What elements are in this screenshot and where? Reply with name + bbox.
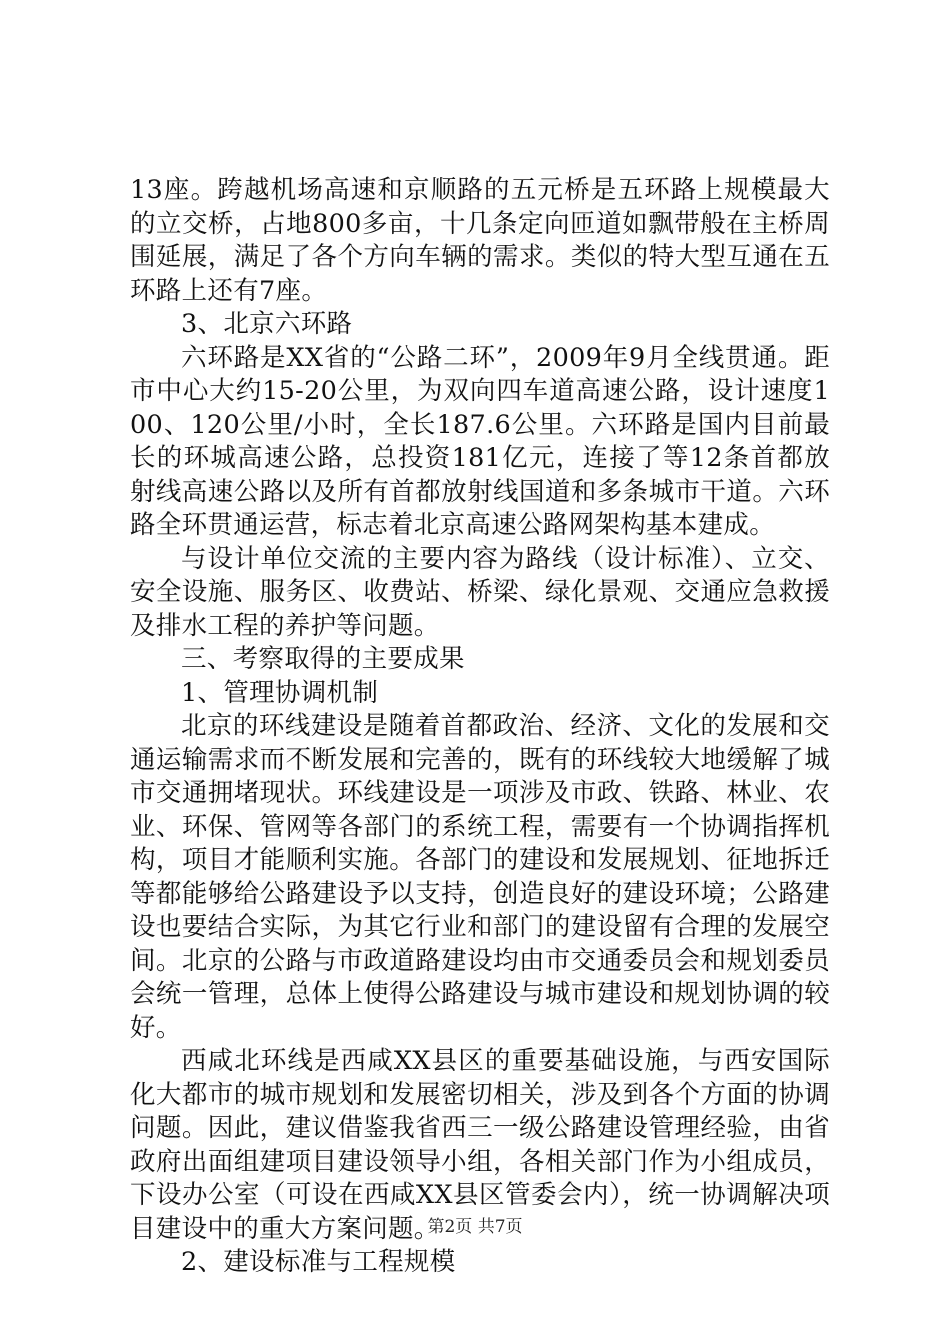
paragraph-sixth-ring-description: 六环路是XX省的“公路二环”，2009年9月全线贯通。距市中心大约15-20公里，为双向四车道高速公路，设计速度100、120公里/小时，全长187.6公里。六环路是国内目前最长的环城高速公路，总投资181亿元，连接了等12条首都放射线高速公路以及所有首都放射线国道和多条城市干道。六环路全环贯通运营，标志着北京高速公路网架构基本建成。 [130, 342, 830, 540]
section-heading-beijing-sixth-ring: 3、北京六环路 [181, 309, 353, 339]
page-number-footer: 第2页 共7页 [427, 1217, 523, 1237]
paragraph-design-exchange: 与设计单位交流的主要内容为路线（设计标准）、立交、安全设施、服务区、收费站、桥梁、绿化景观、交通应急救援及排水工程的养护等问题。 [130, 543, 830, 641]
paragraph-continued: 13座。跨越机场高速和京顺路的五元桥是五环路上规模最大的立交桥，占地800多亩，十几条定向匝道如飘带般在主桥周围延展，满足了各个方向车辆的需求。类似的特大型互通在五环路上还有7座。 [130, 175, 830, 306]
section-heading-main-results: 三、考察取得的主要成果 [181, 644, 465, 674]
section-heading-coordination-mechanism: 1、管理协调机制 [181, 677, 379, 708]
document-body [130, 174, 830, 1280]
paragraph-ring-construction: 北京的环线建设是随着首都政治、经济、文化的发展和交通运输需求而不断发展和完善的，既有的环线较大地缓解了城市交通拥堵现状。环线建设是一项涉及市政、铁路、林业、农业、环保、管网等各部门的系统工程，需要有一个协调指挥机构，项目才能顺利实施。各部门的建设和发展规划、征地拆迁等都能够给公路建设予以支持，创造良好的建设环境；公路建设也要结合实际，为其它行业和部门的建设留有合理的发展空间。北京的公路与市政道路建设均由市交通委员会和规划委员会统一管理，总体上使得公路建设与城市建设和规划协调的较好。 [130, 711, 830, 1043]
paragraph-xixian-north-ring: 西咸北环线是西咸XX县区的重要基础设施，与西安国际化大都市的城市规划和发展密切相关，涉及到各个方面的协调问题。因此，建议借鉴我省西三一级公路建设管理经验，由省政府出面组建项目建设领导小组，各相关部门作为小组成员，下设办公室（可设在西咸XX县区管委会内），统一协调解决项目建设中的重大方案问题。 [130, 1046, 830, 1244]
section-heading-standards-scale: 2、建设标准与工程规模 [181, 1247, 456, 1277]
